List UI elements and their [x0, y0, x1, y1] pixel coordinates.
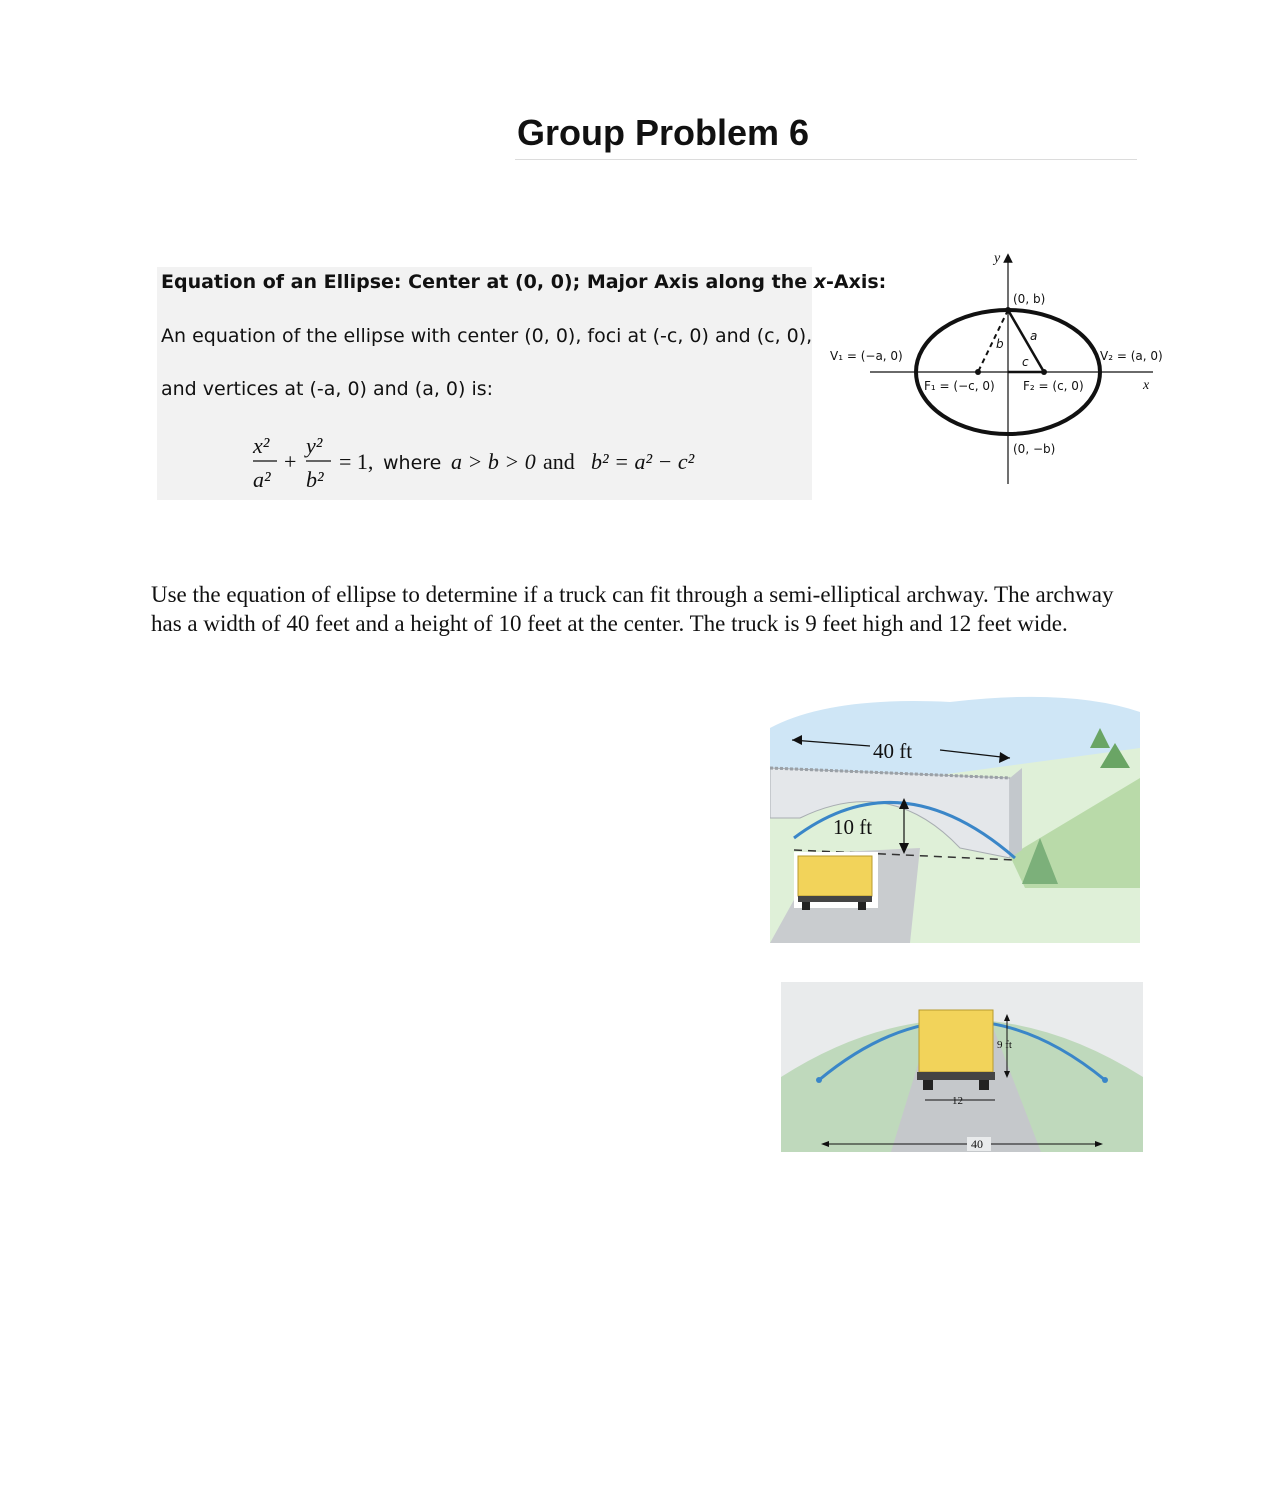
co-vertex-top-point	[1005, 307, 1011, 313]
page-title: Group Problem 6	[517, 112, 810, 153]
y-axis-label: y	[994, 251, 1001, 266]
v1-label: V₁ = (−a, 0)	[830, 349, 903, 363]
c-label: c	[1022, 355, 1029, 369]
ellipse-diagram	[828, 246, 1178, 486]
formula-x2: x²	[253, 433, 270, 458]
truck-bumper	[798, 896, 872, 902]
focus-2-point	[1041, 369, 1047, 375]
heading-suffix: -Axis:	[826, 271, 887, 293]
arch-truck-bumper	[917, 1072, 995, 1080]
formula-where: where	[383, 452, 442, 474]
span-label: 40	[971, 1137, 983, 1151]
b-label: b	[996, 337, 1004, 351]
top-vertex-label: (0, b)	[1013, 292, 1046, 306]
truck-wheel-left	[802, 902, 810, 910]
definition-line-2: and vertices at (-a, 0) and (a, 0) is:	[161, 378, 494, 400]
bridge-pier	[1010, 768, 1022, 858]
formula-b2: b²	[306, 467, 324, 492]
heading-prefix: Equation of an Ellipse: Center at (0, 0); Major Axis along the	[161, 271, 814, 293]
truck-body	[798, 856, 872, 896]
a-label: a	[1030, 329, 1038, 343]
heading-var: x	[813, 271, 827, 293]
definition-heading	[161, 271, 886, 293]
problem-statement: Use the equation of ellipse to determine if a truck can fit through a semi-elliptical archway. The archway has a width of 40 feet and a height of 10 feet at the center. The truck is 9 feet high and 12 feet wide.	[151, 582, 1114, 636]
formula-y2: y²	[306, 433, 323, 458]
formula-a2: a²	[253, 467, 271, 492]
formula-relation: b² = a² − c²	[591, 449, 695, 474]
truck-wheel-right	[858, 902, 866, 910]
bridge-illustration	[770, 688, 1140, 943]
title-rule	[515, 159, 1137, 160]
arch-truck-body	[919, 1010, 993, 1072]
height-label: 10 ft	[833, 815, 873, 839]
x-axis-label: x	[1143, 378, 1150, 393]
v2-label: V₂ = (a, 0)	[1100, 349, 1163, 363]
formula-condition: a > b > 0	[451, 449, 536, 474]
formula-plus: +	[284, 449, 297, 474]
ellipse-formula	[251, 431, 791, 495]
formula-equals-one: = 1,	[339, 449, 374, 474]
formula-and: and	[543, 449, 575, 474]
arch-left-end	[816, 1077, 822, 1083]
f1-label: F₁ = (−c, 0)	[924, 379, 995, 393]
truck-height-label: 9 ft	[997, 1039, 1012, 1051]
arch-right-end	[1102, 1077, 1108, 1083]
arch-illustration	[781, 982, 1143, 1152]
arch-truck-wheel-right	[979, 1080, 989, 1090]
width-label: 40 ft	[873, 739, 913, 763]
bottom-vertex-label: (0, −b)	[1013, 442, 1056, 456]
definition-line-1: An equation of the ellipse with center (0, 0), foci at (-c, 0) and (c, 0),	[161, 325, 813, 347]
truck-width-label: 12	[952, 1095, 963, 1107]
arch-truck-wheel-left	[923, 1080, 933, 1090]
f2-label: F₂ = (c, 0)	[1023, 379, 1084, 393]
focus-1-point	[975, 369, 981, 375]
